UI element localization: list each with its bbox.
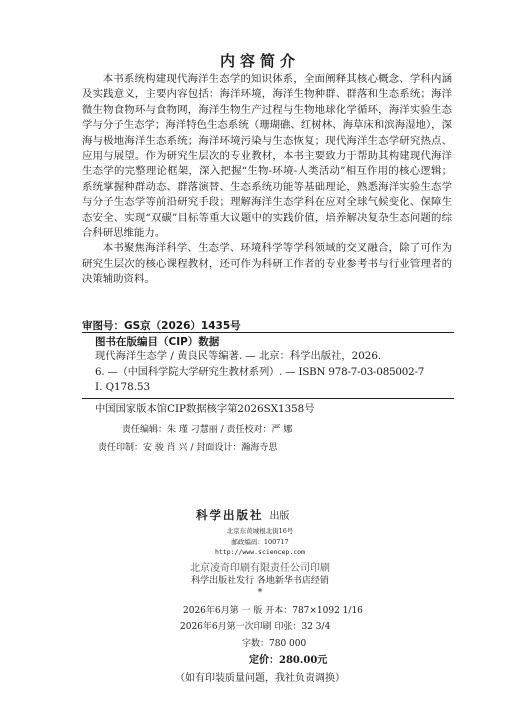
publisher-postcode: 邮政编码：100717 (231, 538, 289, 546)
editor-credits: 责任编辑：朱 瑾 刁慧丽 / 责任校对：严 娜 (122, 425, 293, 435)
cip-line-3: Ⅰ. Q178.53 (95, 381, 151, 393)
summary-section (82, 72, 452, 288)
map-review-number: 审图号：GS京（2026）1435号 (82, 320, 241, 332)
cip-heading: 图书在版编目（CIP）数据 (95, 336, 220, 348)
price: 定价：280.00元 (249, 655, 328, 666)
cip-top-divider (82, 332, 454, 333)
publisher-name: 科学出版社 (196, 508, 264, 522)
publisher-suffix: 出版 (269, 511, 290, 522)
cip-line-2: 6. —（中国科学院大学研究生教材系列）. — ISBN 978-7-03-085002-7 (95, 365, 425, 378)
printer-line: 北京凌奇印刷有限责任公司印刷 (190, 563, 330, 574)
summary-paragraph-2: 本书聚焦海洋科学、生态学、环境科学等学科领域的交叉融合，除了可作为研究生层次的核心课程教材，还可作为科研工作者的专业参考书与行业管理者的决策辅助资料。 (82, 242, 452, 286)
publisher-address: 北京东黄城根北街16号 (226, 527, 294, 535)
publisher-logo (196, 507, 290, 523)
printing-spec: 2026年6月第一次印刷 印张：32 3/4 (180, 622, 331, 632)
publisher-url: http://www.sciencep.com (214, 548, 305, 556)
production-credits: 责任印制：安 骏 肖 兴 / 封面设计：瀚海寺思 (98, 443, 278, 453)
summary-paragraph-1: 本书系统构建现代海洋生态学的知识体系，全面阐释其核心概念、学科内涵及实践意义，主要内容包括：海洋环境，海洋生物种群、群落和生态系统；海洋微生物食物环与食物网，海洋生物生产过程与生物地球化学循环，海洋实验生态学与分子生态学；海洋特色生态系统（珊瑚礁、红树林、海草床和滨海湿地），深海与极地海洋生态系统；海洋环境污染与生态恢复；现代海洋生态学研究热点、应用与展望。作为研究生层次的专业教材，本书主要致力于帮助其构建现代海洋生态学的完整理论框架，深入把握“生物-环境-人类活动”相互作用的核心逻辑；系统掌握种群动态、群落演替、生态系统功能等基础理论，熟悉海洋实验生态学与分子生态学等前沿研究手段；理解海洋生态学科在应对全球气候变化、保障生态安全、实现“双碳”目标等重大议题中的实践价值，培养解决复杂生态问题的综合科研思维能力。 (82, 73, 452, 240)
cip-china-number: 中国国家版本馆CIP数据核字第2026SX1358号 (95, 403, 315, 415)
separator-star: * (257, 588, 263, 598)
page-title: 内容简介 (219, 52, 300, 70)
distribution-line: 科学出版社发行 各地新华书店经销 (191, 576, 329, 586)
cip-line-1: 现代海洋生态学 / 黄良民等编著. — 北京：科学出版社，2026. (95, 350, 382, 362)
edition-spec: 2026年6月第 一 版 开本：787×1092 1/16 (183, 606, 363, 616)
cip-record (95, 349, 455, 396)
quality-note: （如有印装质量问题，我社负责调换） (175, 673, 345, 684)
word-count: 字数：780 000 (242, 639, 307, 649)
cip-bottom-divider (82, 398, 454, 399)
